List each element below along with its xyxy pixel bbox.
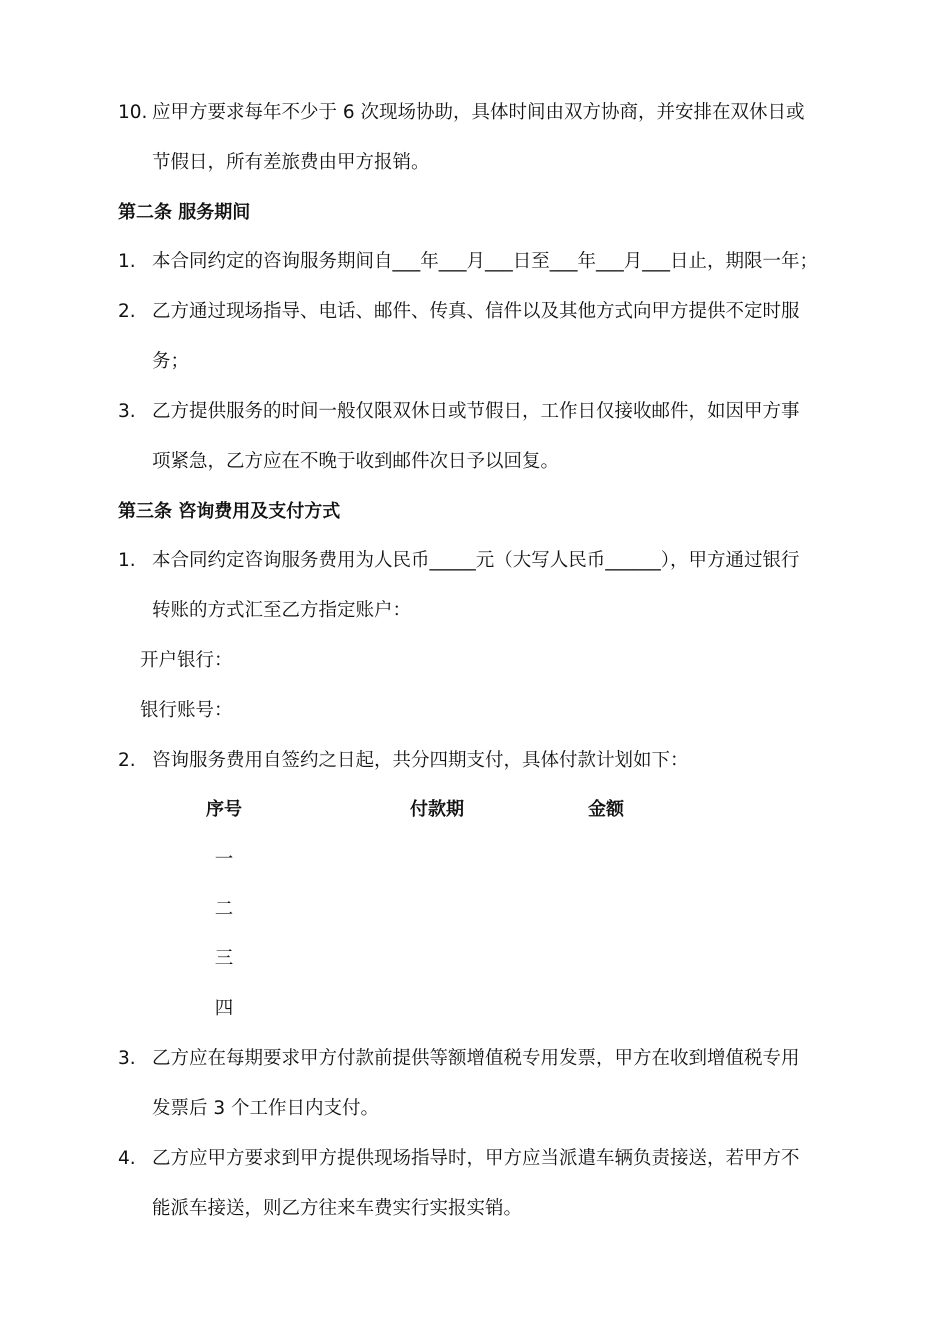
paragraph-line: 咨询服务费用自签约之日起，共分四期支付，具体付款计划如下：	[152, 750, 689, 771]
paragraph-line: 乙方应在每期要求甲方付款前提供等额增值税专用发票，甲方在收到增值税专用	[152, 1048, 800, 1069]
item-number: 1.	[118, 550, 136, 571]
paragraph-line: 能派车接送，则乙方往来车费实行实报实销。	[152, 1198, 523, 1219]
item-number: 2.	[118, 301, 136, 322]
table-header-index: 序号	[206, 799, 242, 820]
item-number: 3.	[118, 401, 136, 422]
bank-name-label: 开户银行：	[140, 650, 233, 671]
paragraph-line: 乙方应甲方要求到甲方提供现场指导时，甲方应当派遣车辆负责接送，若甲方不	[152, 1148, 800, 1169]
section-heading: 第三条 咨询费用及支付方式	[118, 501, 341, 522]
item-number: 10.	[118, 102, 148, 123]
item-number: 3.	[118, 1048, 136, 1069]
paragraph-line: 本合同约定咨询服务费用为人民币_____元（大写人民币______），甲方通过银行	[152, 550, 800, 571]
table-row-index: 二	[214, 899, 234, 920]
paragraph-line: 乙方提供服务的时间一般仅限双休日或节假日，工作日仅接收邮件，如因甲方事	[152, 401, 800, 422]
section-heading: 第二条 服务期间	[118, 202, 251, 223]
paragraph-line: 本合同约定的咨询服务期间自___年___月___日至___年___月___日止，期限一年；	[152, 251, 819, 272]
paragraph-line: 乙方通过现场指导、电话、邮件、传真、信件以及其他方式向甲方提供不定时服	[152, 301, 800, 322]
paragraph-line: 应甲方要求每年不少于 6 次现场协助，具体时间由双方协商，并安排在双休日或	[152, 102, 805, 123]
table-row-index: 一	[214, 849, 234, 870]
paragraph-line: 务；	[152, 351, 190, 372]
table-header-period: 付款期	[410, 799, 464, 820]
paragraph-line: 项紧急，乙方应在不晚于收到邮件次日予以回复。	[152, 451, 560, 472]
table-row-index: 三	[214, 948, 234, 969]
paragraph-line: 节假日，所有差旅费由甲方报销。	[152, 152, 430, 173]
paragraph-line: 发票后 3 个工作日内支付。	[152, 1098, 380, 1119]
item-number: 2.	[118, 750, 136, 771]
table-row-index: 四	[214, 998, 234, 1019]
item-number: 4.	[118, 1148, 136, 1169]
item-number: 1.	[118, 251, 136, 272]
paragraph-line: 转账的方式汇至乙方指定账户：	[152, 600, 412, 621]
bank-account-label: 银行账号：	[140, 700, 233, 721]
table-header-amount: 金额	[588, 799, 624, 820]
